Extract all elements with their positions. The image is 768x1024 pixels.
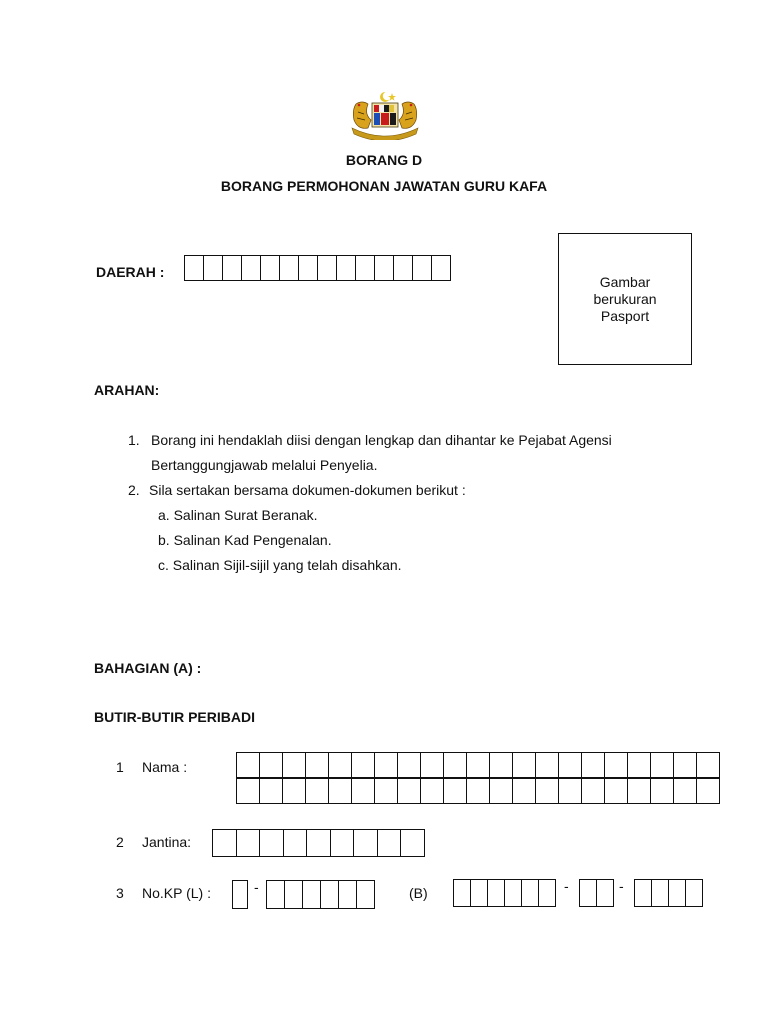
instruction-2c: c. Salinan Sijil-sijil yang telah disahkan. (158, 557, 402, 573)
char-box[interactable] (260, 778, 283, 803)
char-box[interactable] (307, 830, 331, 856)
char-box[interactable] (536, 778, 559, 803)
section-a-subheading: BUTIR-BUTIR PERIBADI (94, 709, 255, 725)
char-box[interactable] (605, 753, 628, 778)
char-box[interactable] (352, 778, 375, 803)
char-box[interactable] (490, 753, 513, 778)
char-box[interactable] (306, 753, 329, 778)
char-box[interactable] (651, 778, 674, 803)
daerah-input-boxes[interactable] (184, 255, 451, 281)
char-box[interactable] (522, 880, 539, 906)
passport-photo-box (558, 233, 692, 365)
char-box[interactable] (306, 778, 329, 803)
char-box[interactable] (686, 880, 703, 906)
instruction-2b: b. Salinan Kad Pengenalan. (158, 532, 332, 548)
daerah-label: DAERAH : (96, 264, 165, 280)
nokp-l-box-group-1[interactable] (232, 880, 248, 909)
char-box[interactable] (284, 830, 308, 856)
char-box[interactable] (357, 881, 375, 908)
char-box[interactable] (339, 881, 357, 908)
char-box[interactable] (378, 830, 402, 856)
instruction-2a: a. Salinan Surat Beranak. (158, 507, 318, 523)
char-box[interactable] (261, 256, 280, 280)
char-box[interactable] (467, 778, 490, 803)
nama-label: Nama : (142, 759, 188, 775)
char-box[interactable] (303, 881, 321, 908)
char-box[interactable] (260, 753, 283, 778)
char-box[interactable] (432, 256, 451, 280)
nama-input-row-2[interactable] (236, 777, 720, 804)
jantina-input-boxes[interactable] (212, 829, 425, 857)
arahan-heading: ARAHAN: (94, 382, 160, 398)
char-box[interactable] (421, 753, 444, 778)
char-box[interactable] (513, 778, 536, 803)
char-box[interactable] (267, 881, 285, 908)
char-box[interactable] (299, 256, 318, 280)
char-box[interactable] (454, 880, 471, 906)
char-box[interactable] (467, 753, 490, 778)
photo-text-line1: Gambar (599, 274, 651, 290)
char-box[interactable] (539, 880, 556, 906)
char-box[interactable] (471, 880, 488, 906)
char-box[interactable] (674, 778, 697, 803)
instruction-2-number: 2. (128, 482, 140, 498)
form-title: BORANG PERMOHONAN JAWATAN GURU KAFA (220, 178, 548, 194)
char-box[interactable] (185, 256, 204, 280)
char-box[interactable] (582, 753, 605, 778)
char-box[interactable] (356, 256, 375, 280)
char-box[interactable] (223, 256, 242, 280)
char-box[interactable] (204, 256, 223, 280)
char-box[interactable] (375, 778, 398, 803)
char-box[interactable] (331, 830, 355, 856)
char-box[interactable] (444, 778, 467, 803)
char-box[interactable] (536, 753, 559, 778)
nokp-l-dash: - (254, 879, 259, 895)
char-box[interactable] (488, 880, 505, 906)
instruction-1-line1: Borang ini hendaklah diisi dengan lengkap dan dihantar ke Pejabat Agensi (151, 432, 612, 448)
nama-input-row-1[interactable] (236, 752, 720, 779)
field-2-number: 2 (116, 834, 124, 850)
char-box[interactable] (559, 753, 582, 778)
char-box[interactable] (375, 256, 394, 280)
char-box[interactable] (213, 830, 237, 856)
char-box[interactable] (394, 256, 413, 280)
field-1-number: 1 (116, 759, 124, 775)
char-box[interactable] (697, 778, 720, 803)
char-box[interactable] (628, 753, 651, 778)
char-box[interactable] (242, 256, 261, 280)
char-box[interactable] (337, 256, 356, 280)
char-box[interactable] (421, 778, 444, 803)
photo-text-line2: berukuran (593, 291, 657, 307)
field-3-number: 3 (116, 885, 124, 901)
nokp-b-box-group-1[interactable] (453, 879, 556, 907)
form-code: BORANG D (345, 152, 423, 168)
char-box[interactable] (444, 753, 467, 778)
instruction-1-number: 1. (128, 432, 140, 448)
nokp-label: No.KP (L) : (142, 885, 211, 901)
char-box[interactable] (329, 753, 352, 778)
char-box[interactable] (237, 778, 260, 803)
char-box[interactable] (559, 778, 582, 803)
nokp-b-box-group-3[interactable] (634, 879, 703, 907)
char-box[interactable] (651, 753, 674, 778)
char-box[interactable] (635, 880, 652, 906)
char-box[interactable] (352, 753, 375, 778)
char-box[interactable] (505, 880, 522, 906)
char-box[interactable] (652, 880, 669, 906)
char-box[interactable] (260, 830, 284, 856)
char-box[interactable] (283, 778, 306, 803)
nokp-b-label: (B) (409, 885, 428, 901)
crest-logo (344, 90, 426, 140)
char-box[interactable] (628, 778, 651, 803)
photo-text-line3: Pasport (600, 308, 650, 324)
char-box[interactable] (280, 256, 299, 280)
char-box[interactable] (674, 753, 697, 778)
nokp-b-dash-1: - (564, 878, 569, 894)
char-box[interactable] (318, 256, 337, 280)
jantina-label: Jantina: (142, 834, 192, 850)
char-box[interactable] (233, 881, 248, 908)
instruction-2-text: Sila sertakan bersama dokumen-dokumen berikut : (149, 482, 466, 498)
char-box[interactable] (513, 753, 536, 778)
char-box[interactable] (285, 881, 303, 908)
instruction-1-line2: Bertanggungjawab melalui Penyelia. (151, 457, 378, 473)
char-box[interactable] (490, 778, 513, 803)
section-a-heading: BAHAGIAN (A) : (94, 660, 202, 676)
char-box[interactable] (329, 778, 352, 803)
char-box[interactable] (375, 753, 398, 778)
char-box[interactable] (669, 880, 686, 906)
char-box[interactable] (605, 778, 628, 803)
nokp-l-box-group-2[interactable] (266, 880, 375, 909)
char-box[interactable] (398, 778, 421, 803)
char-box[interactable] (321, 881, 339, 908)
char-box[interactable] (283, 753, 306, 778)
char-box[interactable] (354, 830, 378, 856)
char-box[interactable] (413, 256, 432, 280)
char-box[interactable] (398, 753, 421, 778)
char-box[interactable] (697, 753, 720, 778)
nokp-b-dash-2: - (619, 878, 624, 894)
char-box[interactable] (401, 830, 425, 856)
char-box[interactable] (582, 778, 605, 803)
char-box[interactable] (580, 880, 597, 906)
char-box[interactable] (597, 880, 614, 906)
char-box[interactable] (237, 830, 261, 856)
char-box[interactable] (237, 753, 260, 778)
nokp-b-box-group-2[interactable] (579, 879, 614, 907)
